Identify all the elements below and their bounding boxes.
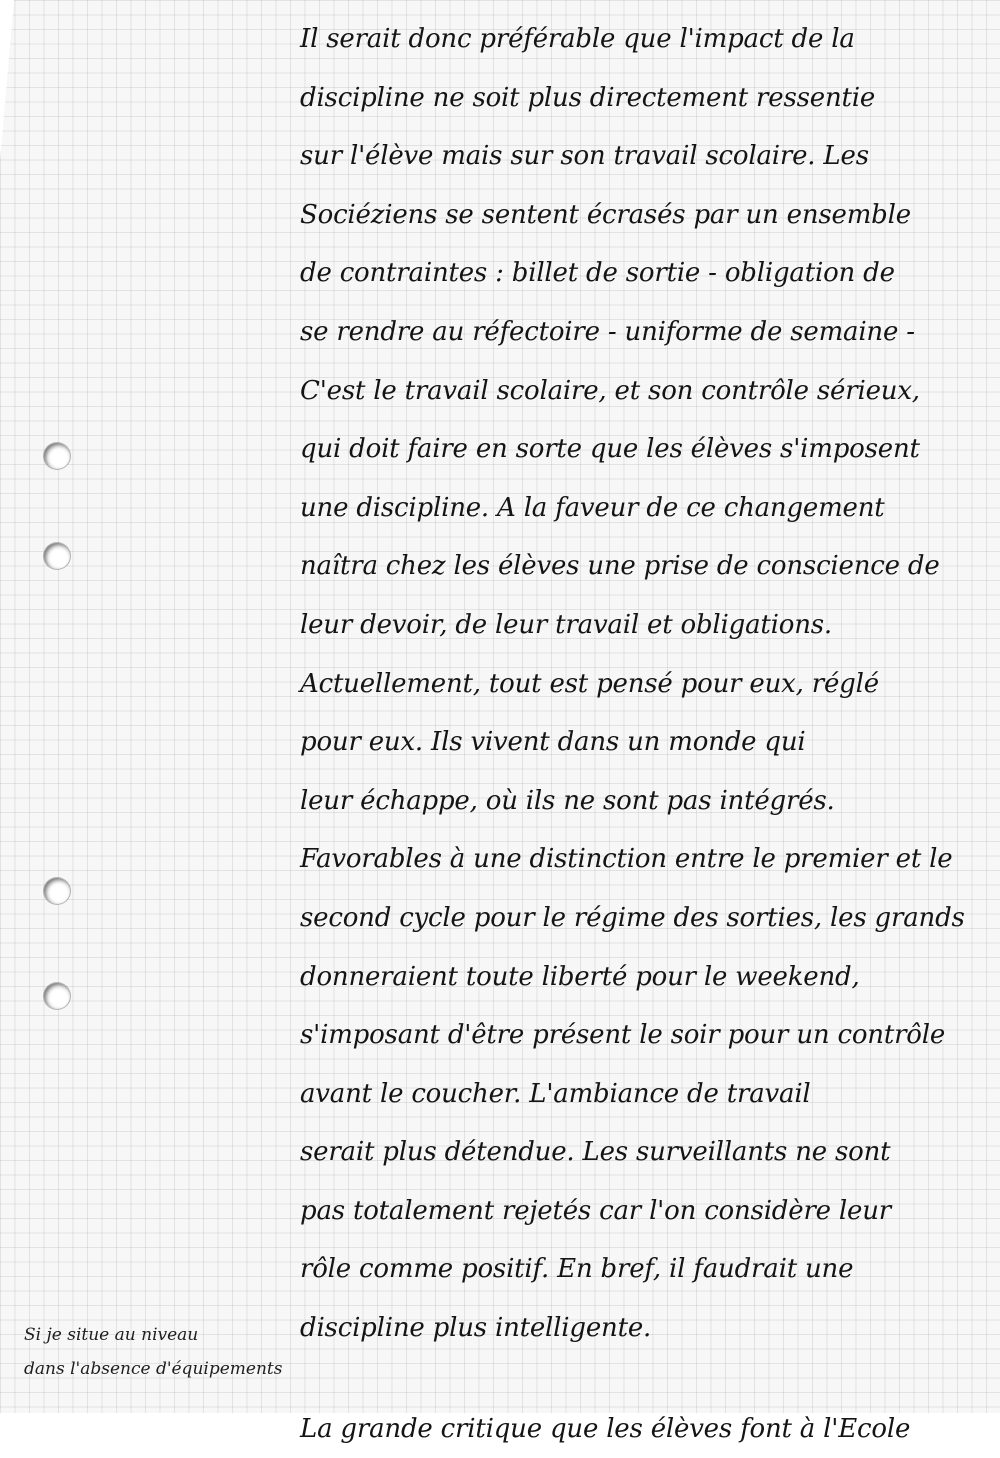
text-line: Il serait donc préférable que l'impact de la	[300, 24, 855, 54]
text-line: leur échappe, où ils ne sont pas intégrés.	[300, 785, 835, 816]
text-line: discipline plus intelligente.	[300, 1313, 652, 1344]
margin-note-line: Si je situe au niveau	[24, 1325, 199, 1345]
text-line: donneraient toute liberté pour le weekend,	[300, 961, 860, 992]
handwritten-text	[300, 10, 990, 1458]
text-line: second cycle pour le régime des sorties, les grands	[300, 902, 965, 933]
text-line: s'imposant d'être présent le soir pour un contrôle	[300, 1020, 946, 1051]
text-line: discipline ne soit plus directement ressentie	[300, 82, 876, 113]
text-line: sur l'élève mais sur son travail scolaire. Les	[300, 141, 869, 172]
text-line: Sociéziens se sentent écrasés par un ensemble	[300, 199, 911, 230]
text-line: une discipline. A la faveur de ce changement	[300, 492, 885, 523]
text-line: Favorables à une distinction entre le premier et le	[300, 844, 953, 875]
text-line: La grande critique que les élèves font à l'Ecole	[300, 1413, 911, 1444]
punch-hole	[44, 878, 70, 904]
text-line: rôle comme positif. En bref, il faudrait une	[300, 1254, 854, 1285]
text-line: serait plus détendue. Les surveillants ne sont	[300, 1137, 891, 1168]
text-line: leur devoir, de leur travail et obligations.	[300, 609, 832, 640]
punch-hole	[44, 983, 70, 1009]
text-line: pour eux. Ils vivent dans un monde qui	[300, 727, 806, 758]
text-line: de contraintes : billet de sortie - obligation de	[300, 258, 895, 289]
folded-corner	[0, 0, 14, 160]
text-line: naîtra chez les élèves une prise de conscience de	[300, 551, 940, 582]
text-line: Actuellement, tout est pensé pour eux, réglé	[300, 668, 879, 699]
text-line: pas totalement rejetés car l'on considère leur	[300, 1195, 891, 1226]
punch-hole	[44, 543, 70, 569]
text-line: C'est le travail scolaire, et son contrôle sérieux,	[300, 375, 920, 406]
text-line: qui doit faire en sorte que les élèves s'imposent	[300, 434, 920, 465]
text-line: se rendre au réfectoire - uniforme de semaine -	[300, 316, 915, 347]
punch-hole	[44, 443, 70, 469]
margin-note	[24, 1318, 324, 1386]
text-line: avant le coucher. L'ambiance de travail	[300, 1078, 811, 1109]
margin-note-line: dans l'absence d'équipements	[24, 1359, 283, 1379]
